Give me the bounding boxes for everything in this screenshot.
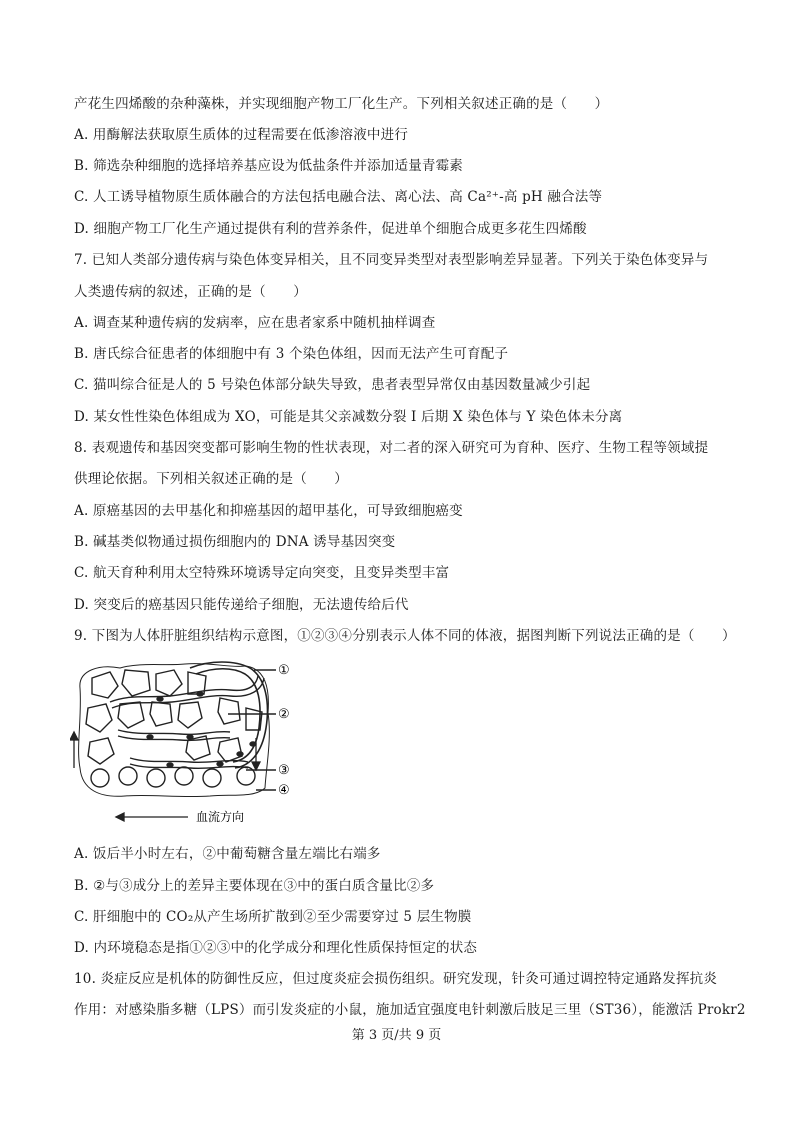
- q7-stem-line2: 人类遗传病的叙述，正确的是（ ）: [74, 284, 307, 300]
- label-2: ②: [278, 707, 290, 722]
- q9-stem: 9. 下图为人体肝脏组织结构示意图，①②③④分别表示人体不同的体液，据图判断下列说法正确的是（ ）: [74, 628, 736, 644]
- q7-option-b: B. 唐氏综合征患者的体细胞中有 3 个染色体组，因而无法产生可育配子: [74, 346, 509, 362]
- q6-option-b: B. 筛选杂种细胞的选择培养基应设为低盐条件并添加适量青霉素: [74, 158, 464, 174]
- q10-stem-line1: 10. 炎症反应是机体的防御性反应，但过度炎症会损伤组织。研究发现，针灸可通过调控特定通路发挥抗炎: [74, 971, 718, 987]
- q8-stem-line1: 8. 表观遗传和基因突变都可影响生物的性状表现，对二者的深入研究可为育种、医疗、生物工程等领域提: [74, 440, 709, 456]
- q8-option-a: A. 原癌基因的去甲基化和抑癌基因的超甲基化，可导致细胞癌变: [74, 503, 463, 519]
- q8-option-b: B. 碱基类似物通过损伤细胞内的 DNA 诱导基因突变: [74, 534, 396, 550]
- liver-tissue-svg: [70, 658, 310, 828]
- blood-flow-caption: 血流方向: [196, 810, 245, 824]
- q8-option-c: C. 航天育种利用太空特殊环境诱导定向突变，且变异类型丰富: [74, 565, 450, 581]
- q9-option-a: A. 饭后半小时左右，②中葡萄糖含量左端比右端多: [74, 846, 381, 862]
- q8-stem-line2: 供理论依据。下列相关叙述正确的是（ ）: [74, 471, 348, 487]
- q6-option-a: A. 用酶解法获取原生质体的过程需要在低渗溶液中进行: [74, 127, 409, 143]
- page-number: 第 3 页/共 9 页: [351, 1028, 442, 1043]
- q7-option-d: D. 某女性性染色体组成为 XO，可能是其父亲减数分裂 I 后期 X 染色体与 Y 染色体未分离: [74, 409, 623, 425]
- q10-stem-line2: 作用：对感染脂多糖（LPS）而引发炎症的小鼠，施加适宜强度电针刺激后肢足三里（ST36），能激活 Prokr2: [74, 1002, 746, 1018]
- q9-option-c: C. 肝细胞中的 CO₂从产生场所扩散到②至少需要穿过 5 层生物膜: [74, 909, 472, 925]
- q7-option-c: C. 猫叫综合征是人的 5 号染色体部分缺失导致，患者表型异常仅由基因数量减少引起: [74, 377, 591, 393]
- q9-option-b: B. ②与③成分上的差异主要体现在③中的蛋白质含量比②多: [74, 878, 435, 894]
- label-1: ①: [278, 663, 290, 678]
- q6-stem-end: 产花生四烯酸的杂种藻株，并实现细胞产物工厂化生产。下列相关叙述正确的是（ ）: [74, 96, 609, 112]
- q7-stem-line1: 7. 已知人类部分遗传病与染色体变异相关，且不同变异类型对表型影响差异显著。下列关于染色体变异与: [74, 252, 709, 268]
- label-3: ③: [278, 763, 290, 778]
- q7-option-a: A. 调查某种遗传病的发病率，应在患者家系中随机抽样调查: [74, 315, 436, 331]
- label-4: ④: [278, 783, 290, 798]
- q9-option-d: D. 内环境稳态是指①②③中的化学成分和理化性质保持恒定的状态: [74, 940, 478, 956]
- liver-tissue-diagram: [70, 658, 310, 828]
- q8-option-d: D. 突变后的癌基因只能传递给子细胞，无法遗传给后代: [74, 597, 409, 613]
- q6-option-c: C. 人工诱导植物原生质体融合的方法包括电融合法、离心法、高 Ca²⁺-高 pH 融合法等: [74, 189, 603, 205]
- q6-option-d: D. 细胞产物工厂化生产通过提供有利的营养条件，促进单个细胞合成更多花生四烯酸: [74, 221, 587, 237]
